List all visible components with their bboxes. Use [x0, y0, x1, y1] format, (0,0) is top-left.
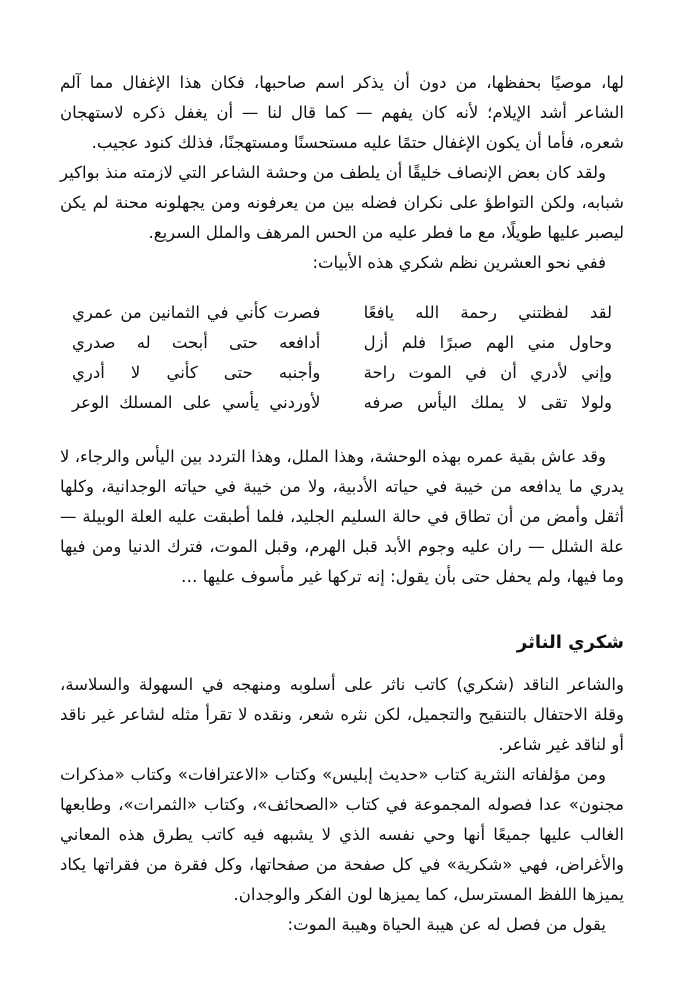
poem-verse [72, 388, 612, 418]
paragraph: ففي نحو العشرين نظم شكري هذه الأبيات: [312, 253, 606, 272]
verse-first-hemistich: وحاول مني الهم صبرًا فلم أزل [363, 333, 612, 352]
paragraph: ومن مؤلفاته النثرية كتاب «حديث إبليس» وكتاب «الاعترافات» وكتاب «مذكرات مجنون» عدا فصوله المجموعة في كتاب «الصحائف»، وكتاب «الثمرات»، وطابعها الغالب عليها جميعًا أنها وحي نفسه الذي لا يشبهه فيه كاتب يطرق هذه المعاني والأغراض، فهي «شكرية» في كل صفحة من صفحاتها، وكل فقرة من فقراتها يكاد يميزها اللفظ المسترسل، كما يميزها لون الفكر والوجدان. [60, 765, 624, 904]
paragraph: والشاعر الناقد (شكري) كاتب ناثر على أسلوبه ومنهجه في السهولة والسلاسة، وقلة الاحتفال بالتنقيح والتجميل، لكن نثره شعر، ونقده لا تقرأ مثله لشاعر غير ناقد أو لناقد غير شاعر. [60, 675, 624, 754]
poem-verse [72, 298, 612, 328]
verse-first-hemistich: وإني لأدري أن في الموت راحة [363, 363, 612, 382]
paragraph: وقد عاش بقية عمره بهذه الوحشة، وهذا الملل، وهذا التردد بين اليأس والرجاء، لا يدري ما يدافعه من خيبة في حياته الأدبية، ولا من خيبة في حياته الوجدانية، وكلها أثقل وأمض من أن تطاق في حالة السليم الجليد، فلما أطبقت عليه العلة الوبيلة — علة الشلل — ران عليه وجوم الأبد قبل الهرم، وقبل الموت، فترك الدنيا ومن فيها وما فيها، ولم يحفل حتى بأن يقول: إنه تركها غير مأسوف عليها … [60, 447, 624, 586]
poem [60, 298, 624, 418]
verse-first-hemistich: ولولا تقى لا يملك اليأس صرفه [363, 393, 612, 412]
paragraph: ولقد كان بعض الإنصاف خليقًا أن يلطف من وحشة الشاعر التي لازمته منذ بواكير شبابه، ولكن التواطؤ على نكران فضله بين من يعرفونه ومن يجهلونه محنة لم يكن ليصبر عليها طويلًا، مع ما فطر عليه من الحس المرهف والملل السريع. [60, 163, 624, 242]
page-body [60, 68, 624, 940]
paragraph: يقول من فصل له عن هيبة الحياة وهيبة الموت: [287, 915, 606, 934]
verse-second-hemistich: أدافعه حتى أبحت له صدري [72, 333, 321, 352]
verse-second-hemistich: وأجنبه حتى كأني لا أدري [72, 363, 321, 382]
verse-second-hemistich: لأوردني يأسي على المسلك الوعر [72, 393, 321, 412]
verse-second-hemistich: فصرت كأني في الثمانين من عمري [72, 303, 321, 322]
poem-verse [72, 328, 612, 358]
poem-verse [72, 358, 612, 388]
section-heading: شكري الناثر [516, 632, 624, 653]
paragraph: لها، موصيًا بحفظها، من دون أن يذكر اسم صاحبها، فكان هذا الإغفال مما آلم الشاعر أشد الإيلام؛ لأنه كان يفهم — كما قال لنا — أن يغفل ذكره لاستهجان شعره، فأما أن يكون الإغفال حتمًا عليه مستحسنًا ومستهجنًا، فذلك كنود عجيب. [60, 73, 624, 152]
verse-first-hemistich: لقد لفظتني رحمة الله يافعًا [363, 303, 612, 322]
